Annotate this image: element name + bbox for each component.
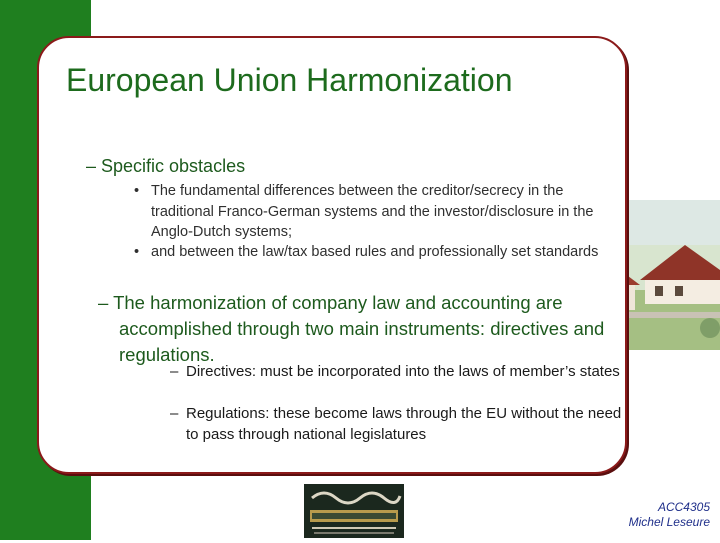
regulations-item: – Regulations: these become laws through the EU without the need to pass through national legislatures bbox=[170, 405, 622, 443]
harmonization-statement: – The harmonization of company law and accounting are accomplished through two main instruments: directives and regulations. bbox=[98, 292, 605, 365]
obstacle-item: • The fundamental differences between the creditor/secrecy in the traditional Franco-German systems and the investor/disclosure in the Anglo-Dutch systems; bbox=[134, 183, 594, 241]
footer bbox=[629, 500, 710, 530]
course-code: ACC4305 bbox=[657, 500, 710, 514]
obstacle-item: • and between the law/tax based rules and professionally set standards bbox=[134, 244, 599, 260]
specific-obstacles-heading: – Specific obstacles bbox=[86, 156, 246, 176]
directives-item: – Directives: must be incorporated into the laws of member’s states bbox=[170, 363, 620, 380]
logo-image bbox=[304, 484, 404, 538]
slide-title: European Union Harmonization bbox=[66, 62, 513, 98]
author-name: Michel Leseure bbox=[628, 515, 710, 529]
